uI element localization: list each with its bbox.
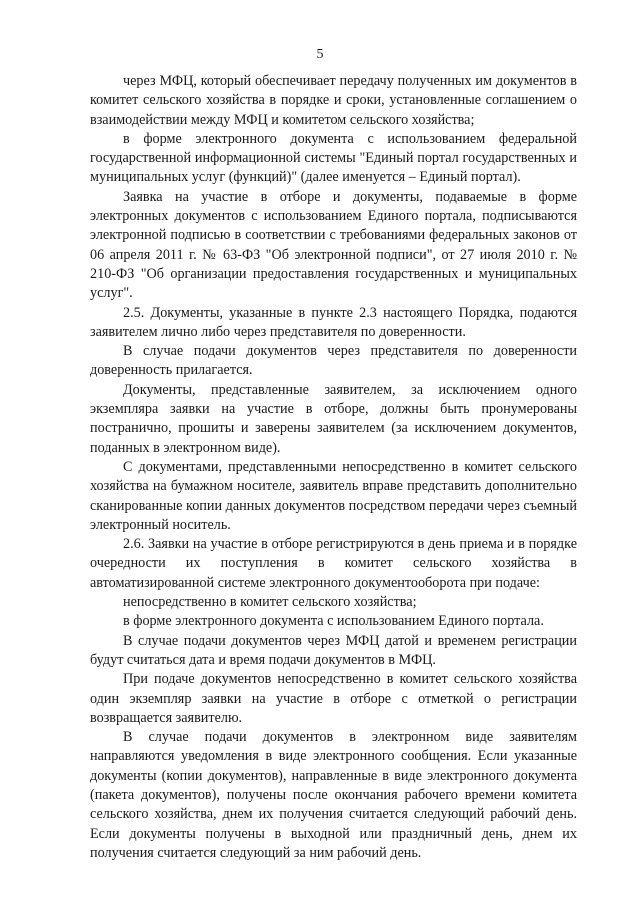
paragraph-2-6: 2.6. Заявки на участие в отборе регистрируются в день приема и в порядке очередности их поступления в комитет сельского хозяйства в автоматизированной системе электронного документооборота при подаче: [90, 536, 577, 591]
list-item-electronic: в форме электронного документа с использованием Единого портала. [123, 613, 544, 630]
document-body [90, 72, 577, 863]
list-item-direct: непосредственно в комитет сельского хозяйства; [123, 594, 417, 611]
paragraph-scanned-copies: С документами, представленными непосредственно в комитет сельского хозяйства на бумажном носителе, заявитель вправе представить дополнительно сканированные копии данных документов посредством передачи через съемный электронный носитель. [90, 458, 577, 533]
page-number: 5 [316, 47, 324, 62]
paragraph-electronic-signature: Заявка на участие в отборе и документы, подаваемые в форме электронных документов с использованием Единого портала, подписываются электронной подписью в соответствии с требованиями федеральных законов от 06 апреля 2011 г. № 63-ФЗ "Об электронной подписи", от 27 июля 2010 г. № 210-ФЗ "Об организации предоставления государственных и муниципальных услуг". [90, 188, 577, 302]
paragraph-mfc-registration: В случае подачи документов через МФЦ датой и временем регистрации будут считаться дата и время подачи документов в МФЦ. [90, 632, 577, 668]
paragraph-numbering: Документы, представленные заявителем, за исключением одного экземпляра заявки на участие в отборе, должны быть пронумерованы постранично, прошиты и заверены заявителем (за исключением документов, поданных в электронном виде). [90, 381, 577, 456]
paragraph-electronic-notification: В случае подачи документов в электронном виде заявителям направляются уведомления в виде электронного сообщения. Если указанные документы (копии документов), направленные в виде электронного документа (пакета документов), получены после окончания рабочего времени комитета сельского хозяйства, днем их получения считается следующий рабочий день. Если документы получены в выходной или праздничный день, днем их получения считается следующий за ним рабочий день. [90, 729, 577, 861]
paragraph-electronic-form: в форме электронного документа с использованием федеральной государственной информационной системы "Единый портал государственных и муниципальных услуг (функций)" (далее именуется – Единый портал). [90, 130, 577, 186]
paragraph-registration-mark: При подаче документов непосредственно в комитет сельского хозяйства один экземпляр заявки на участие в отборе с отметкой о регистрации возвращается заявителю. [90, 671, 577, 726]
paragraph-power-of-attorney: В случае подачи документов через представителя по доверенности доверенность прилагается. [90, 343, 577, 379]
paragraph-2-5: 2.5. Документы, указанные в пункте 2.3 настоящего Порядка, подаются заявителем лично либо через представителя по доверенности. [90, 304, 577, 340]
paragraph-mfc-submission: через МФЦ, который обеспечивает передачу полученных им документов в комитет сельского хозяйства в порядке и сроки, установленные соглашением о взаимодействии между МФЦ и комитетом сельского хозяйства; [90, 73, 577, 128]
